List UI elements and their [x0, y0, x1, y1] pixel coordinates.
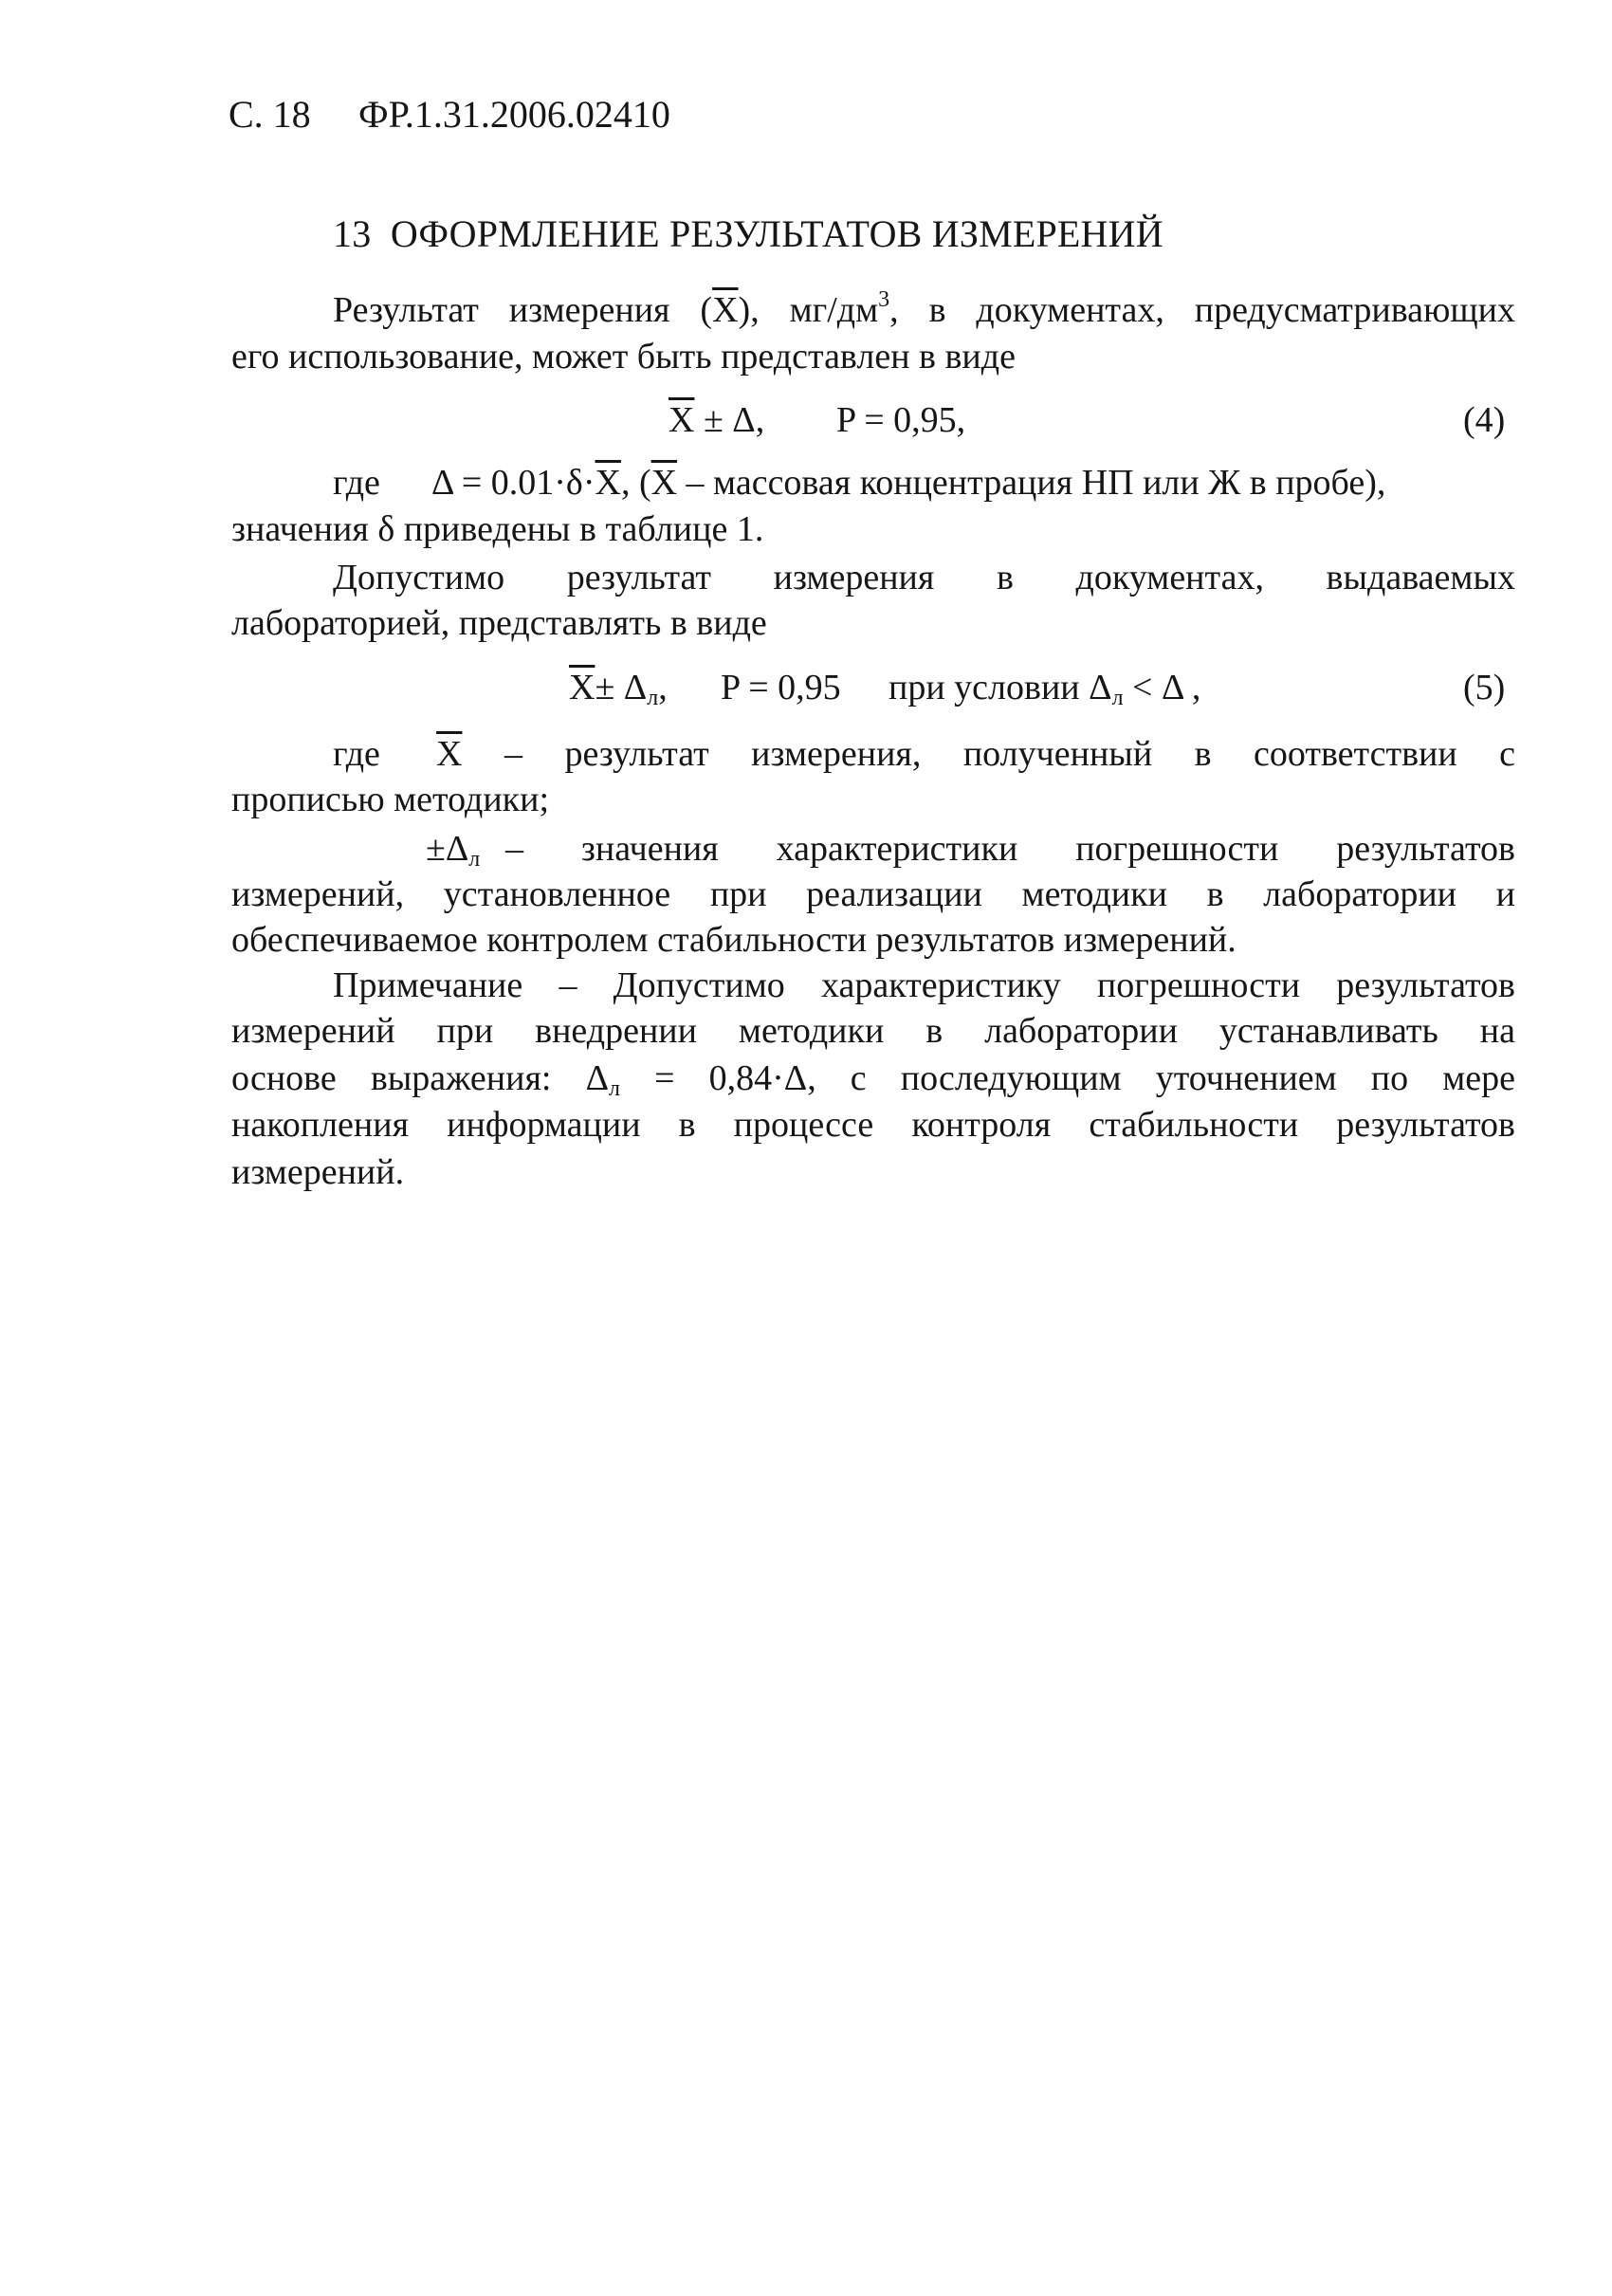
lab-error-definition-line2: измерений, установленное при реализации методики в лаборатории и — [231, 874, 1515, 914]
lab-error-definition-line3: обеспечиваемое контролем стабильности результатов измерений. — [231, 920, 1236, 960]
lab-error-definition-line1: – значения характеристики погрешности результатов — [505, 829, 1515, 869]
equation-5-left: $\overline{X}\pm \Delta_л$, — [569, 668, 668, 710]
note-line1: Примечание – Допустимо характеристику погрешности результатов — [333, 965, 1515, 1005]
paragraph-permissible-line1: Допустимо результат измерения в документах, выдаваемых — [333, 558, 1515, 597]
note-line3: основе выражения: $\Delta_л = 0,84\cdot\Delta$, с последующим уточнением по мере — [231, 1058, 1516, 1101]
note-line4: накопления информации в процессе контроля стабильности результатов — [231, 1105, 1515, 1145]
section-number: 13 — [333, 212, 372, 255]
note-line5: измерений. — [231, 1152, 405, 1192]
paragraph-permissible-line2: лабораторией, представлять в виде — [231, 603, 767, 643]
page-number: С. 18 — [229, 93, 311, 136]
result-definition-line2: прописью методики; — [231, 780, 550, 819]
where-label: где — [333, 463, 380, 503]
equation-4-left: $\overline{X} \pm \Delta$, — [669, 400, 765, 440]
equation-5-condition: при условии $\Delta_л < \Delta$ , — [888, 668, 1201, 710]
equation-4-probability: P = 0,95, — [836, 400, 966, 440]
equation-4-number: (4) — [1463, 400, 1506, 440]
note-line2: измерений при внедрении методики в лаборатории устанавливать на — [231, 1011, 1515, 1051]
result-definition-line1: – результат измерения, полученный в соответствии с — [504, 734, 1515, 774]
delta-reference: значения δ приведены в таблице 1. — [231, 509, 764, 549]
section-heading — [333, 212, 1163, 256]
where-label-2: где — [333, 734, 380, 774]
section-title: ОФОРМЛЕНИЕ РЕЗУЛЬТАТОВ ИЗМЕРЕНИЙ — [390, 212, 1163, 255]
symbol-x-mean: $\overline{X}$ — [436, 734, 463, 774]
symbol-delta-lab: $\pm\Delta_л$ — [426, 829, 481, 872]
delta-definition: $\Delta = 0.01\cdot\delta\cdot\overline{X}$, ($\overline{X}$ – массовая концентрация НП или Ж в пробе), — [431, 463, 1386, 503]
paragraph-result-line2: его использование, может быть представлен в виде — [231, 337, 1016, 377]
equation-5-probability: P = 0,95 — [721, 668, 841, 707]
document-code: ФР.1.31.2006.02410 — [358, 93, 670, 136]
equation-5-number: (5) — [1463, 668, 1506, 707]
paragraph-result-line1: Результат измерения $(\overline{X})$, $мг/дм^3$, в документах, предусматривающих — [333, 287, 1515, 330]
